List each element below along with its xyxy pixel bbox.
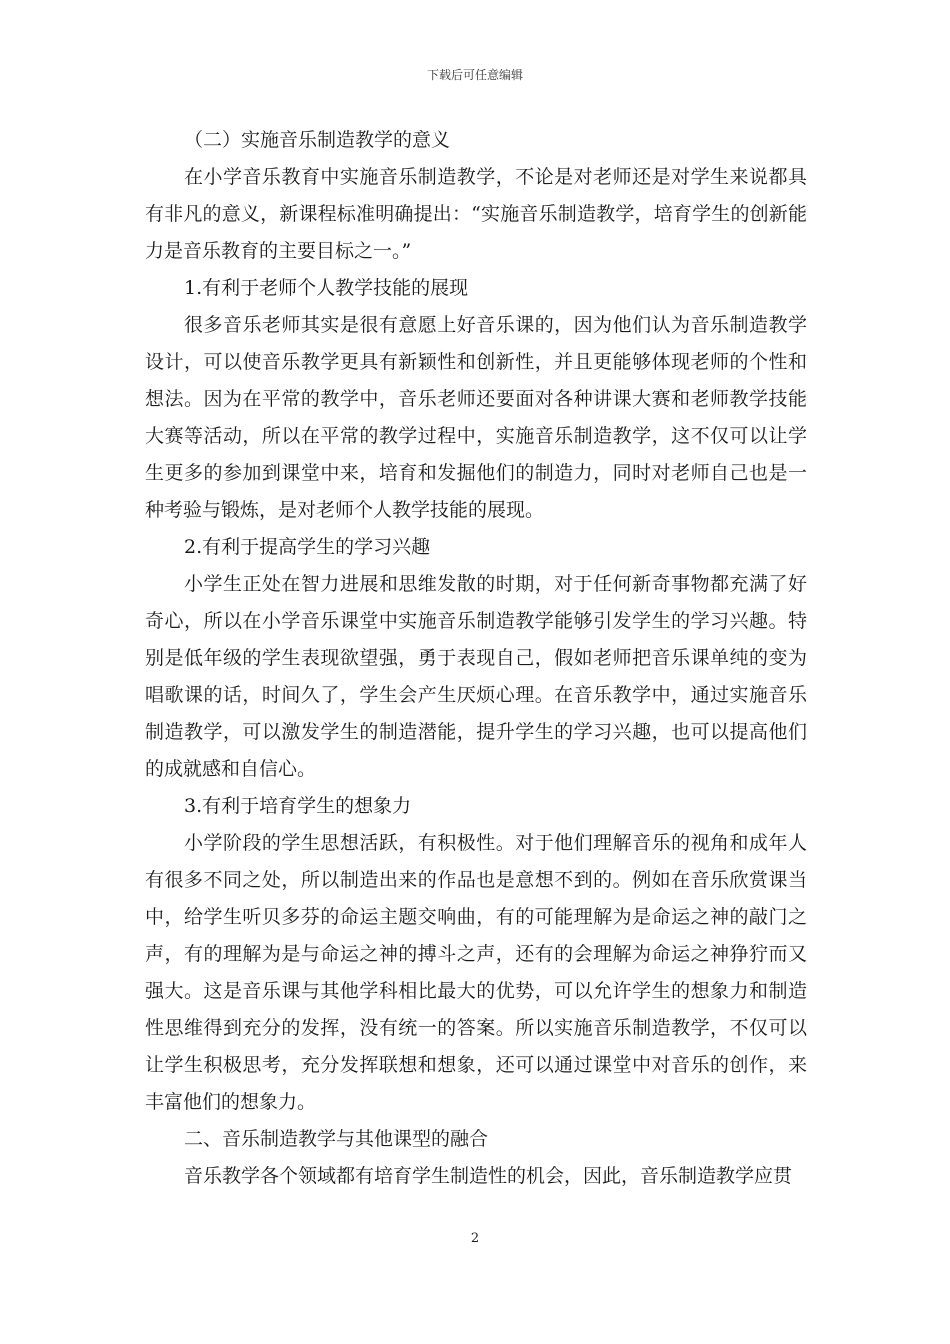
subsection-heading: 1.有利于老师个人教学技能的展现 xyxy=(184,277,469,299)
subsection-heading: 2.有利于提高学生的学习兴趣 xyxy=(184,536,431,558)
paragraph: 小学生正处在智力进展和思维发散的时期，对于任何新奇事物都充满了好奇心，所以在小学音乐课堂中实施音乐制造教学能够引发学生的学习兴趣。特别是低年级的学生表现欲望强，勇于表现自己，假如老师把音乐课单纯的变为唱歌课的话，时间久了，学生会产生厌烦心理。在音乐教学中，通过实施音乐制造教学，可以激发学生的制造潜能，提升学生的学习兴趣，也可以提高他们的成就感和自信心。 xyxy=(145,573,807,780)
section-heading: （二）实施音乐制造教学的意义 xyxy=(184,129,451,151)
paragraph: 小学阶段的学生思想活跃，有积极性。对于他们理解音乐的视角和成年人有很多不同之处，所以制造出来的作品也是意想不到的。例如在音乐欣赏课当中，给学生听贝多芬的命运主题交响曲，有的可能理解为是命运之神的敲门之声，有的理解为是与命运之神的搏斗之声，还有的会理解为命运之神狰狞而又强大。这是音乐课与其他学科相比最大的优势，可以允许学生的想象力和制造性思维得到充分的发挥，没有统一的答案。所以实施音乐制造教学，不仅可以让学生积极思考，充分发挥联想和想象，还可以通过课堂中对音乐的创作，来丰富他们的想象力。 xyxy=(145,832,807,1113)
page-number: 2 xyxy=(470,1231,480,1246)
section-heading: 二、音乐制造教学与其他课型的融合 xyxy=(184,1128,489,1150)
paragraph: 很多音乐老师其实是很有意愿上好音乐课的，因为他们认为音乐制造教学设计，可以使音乐教学更具有新颖性和创新性，并且更能够体现老师的个性和想法。因为在平常的教学中，音乐老师还要面对各种讲课大赛和老师教学技能大赛等活动，所以在平常的教学过程中，实施音乐制造教学，这不仅可以让学生更多的参加到课堂中来，培育和发掘他们的制造力，同时对老师自己也是一种考验与锻炼，是对老师个人教学技能的展现。 xyxy=(145,314,807,521)
paragraph: 音乐教学各个领域都有培育学生制造性的机会，因此，音乐制造教学应贯 xyxy=(184,1165,793,1187)
body-text xyxy=(145,122,807,1195)
paragraph: 在小学音乐教育中实施音乐制造教学，不论是对老师还是对学生来说都具有非凡的意义，新课程标准明确提出：“实施音乐制造教学，培育学生的创新能力是音乐教育的主要目标之一。” xyxy=(145,166,807,262)
page-header: 下载后可任意编辑 xyxy=(426,68,523,82)
subsection-heading: 3.有利于培育学生的想象力 xyxy=(184,795,412,817)
